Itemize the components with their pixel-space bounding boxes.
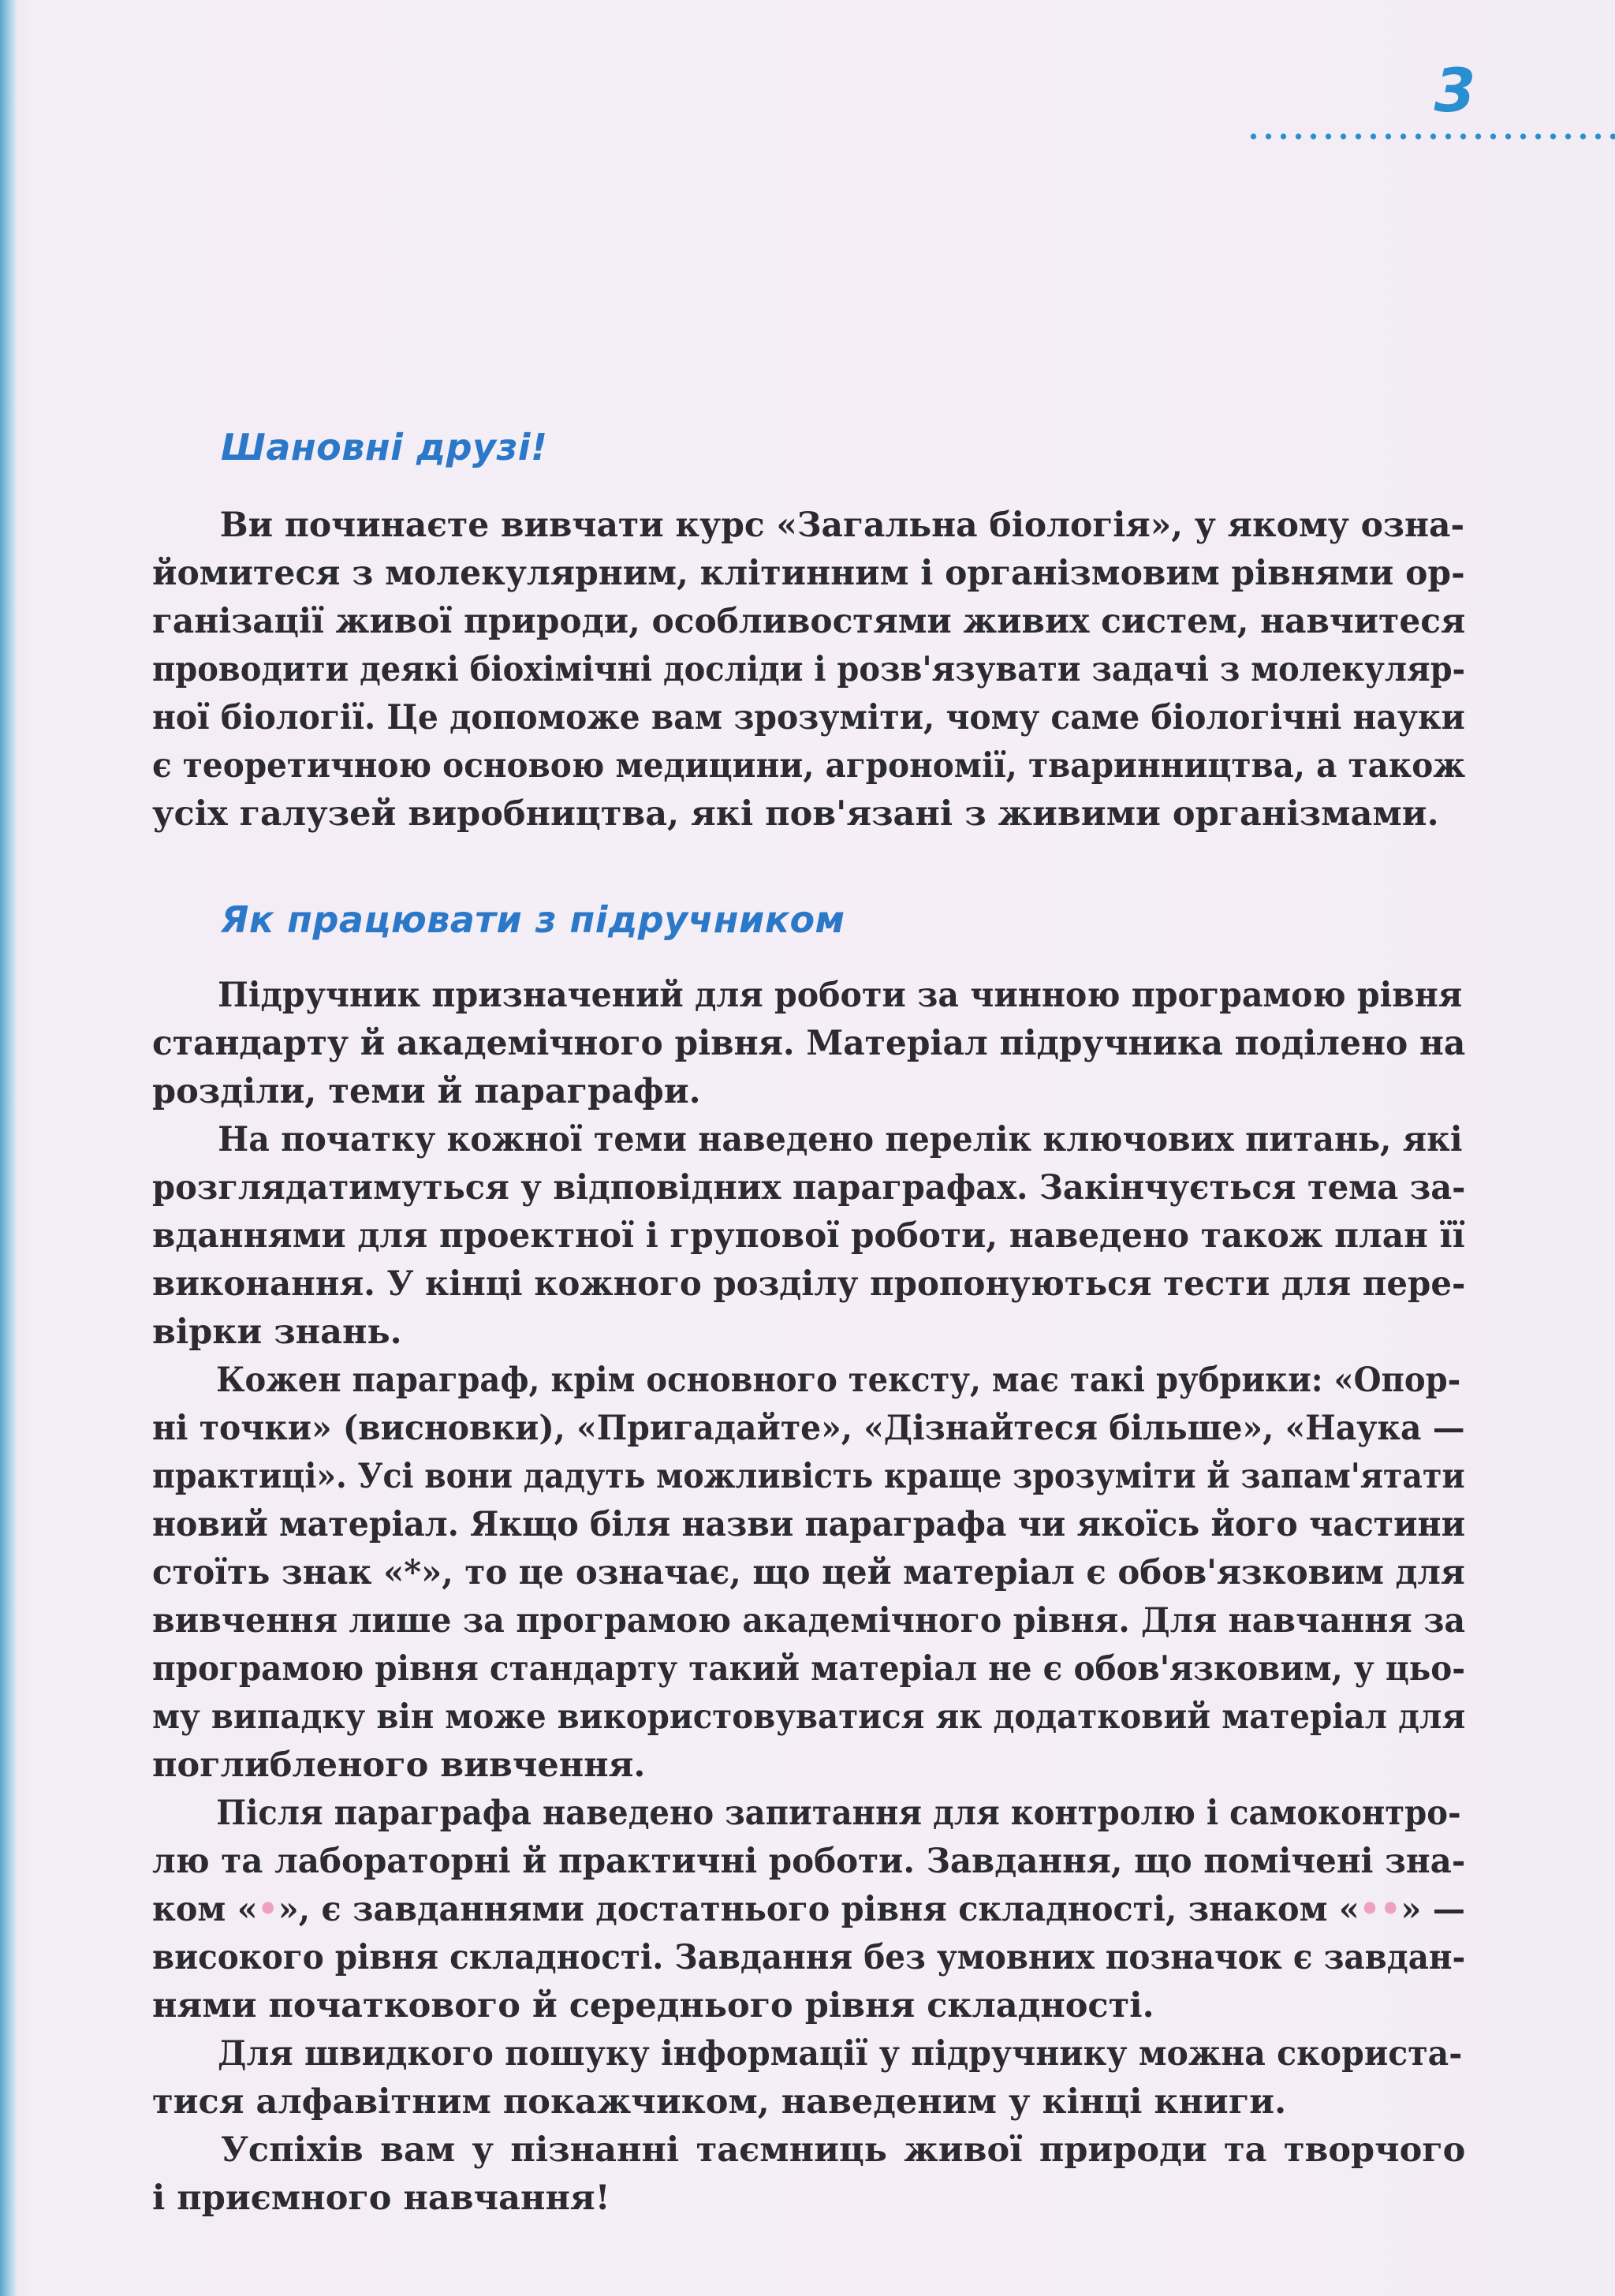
text-line: розділи, теми й параграфи. (152, 1072, 701, 1111)
text-line: Для швидкого пошуку інформації у підручнику можна скориста- (218, 2034, 1463, 2074)
difficulty-marker: • (257, 1890, 278, 1929)
section-heading-greeting: Шановні друзі! (221, 426, 548, 469)
text-line: йомитеся з молекулярним, клітинним і організмовим рівнями ор- (152, 554, 1465, 593)
text-line: програмою рівня стандарту такий матеріал не є обов'язковим, у цьо- (152, 1649, 1466, 1689)
text-line-with-markers: ком «•», є завданнями достатнього рівня складності, знаком «••» — (152, 1890, 1466, 1929)
text-line: На початку кожної теми наведено перелік ключових питань, які (218, 1120, 1463, 1159)
text-line: ганізації живої природи, особливостями живих систем, навчитеся (152, 602, 1466, 641)
text-line: і приємного навчання! (152, 2178, 610, 2218)
text-line: стоїть знак «*», то це означає, що цей матеріал є обов'язковим для (152, 1553, 1465, 1592)
section-body-greeting (152, 502, 1465, 838)
text-line: Після параграфа наведено запитання для контролю і самоконтро- (216, 1794, 1461, 1833)
dotted-header-rule (1246, 133, 1615, 140)
difficulty-marker: • (1380, 1890, 1401, 1929)
section-heading-how-to-use: Як працювати з підручником (221, 898, 845, 941)
text-line: Успіхів вам у пізнанні таємниць живої природи та творчого (221, 2130, 1466, 2170)
text-line: вивчення лише за програмою академічного рівня. Для навчання за (152, 1601, 1466, 1641)
text-line: є теоретичною основою медицини, агрономії, тваринництва, а також (152, 746, 1466, 786)
text-line: усіх галузей виробництва, які пов'язані з живими організмами. (152, 794, 1439, 834)
text-line: новий матеріал. Якщо біля назви параграфа чи якоїсь його частини (152, 1505, 1466, 1544)
text-line: тися алфавітним покажчиком, наведеним у кінці книги. (152, 2082, 1287, 2122)
text-line: Кожен параграф, крім основного тексту, має такі рубрики: «Опор- (216, 1361, 1461, 1400)
text-line: розглядатимуться у відповідних параграфах. Закінчується тема за- (152, 1168, 1466, 1208)
text-line: вданнями для проектної і групової роботи, наведено також план її (152, 1216, 1465, 1256)
text-line: му випадку він може використовуватися як додатковий матеріал для (152, 1697, 1466, 1737)
text-line: Ви починаєте вивчати курс «Загальна біологія», у якому озна- (219, 506, 1465, 545)
text-line: проводити деякі біохімічні досліди і розв'язувати задачі з молекуляр- (152, 650, 1466, 689)
text-line: поглибленого вивчення. (152, 1745, 646, 1785)
text-line: вірки знань. (152, 1312, 402, 1352)
text-line: ні точки» (висновки), «Пригадайте», «Дізнайтеся більше», «Наука — (152, 1409, 1465, 1448)
text-line: високого рівня складності. Завдання без умовних позначок є завдан- (152, 1938, 1466, 1977)
section-body-how-to-use (152, 972, 1465, 2223)
text-line: нями початкового й середнього рівня складності. (152, 1986, 1154, 2025)
text-line: практиці». Усі вони дадуть можливість краще зрозуміти й запам'ятати (152, 1457, 1465, 1496)
book-spine-edge (0, 0, 17, 2296)
text-line: виконання. У кінці кожного розділу пропонуються тести для пере- (152, 1264, 1466, 1304)
text-line: Підручник призначений для роботи за чинною програмою рівня (218, 976, 1463, 1015)
text-line: ної біології. Це допоможе вам зрозуміти, чому саме біологічні науки (152, 698, 1465, 737)
text-line: стандарту й академічного рівня. Матеріал підручника поділено на (152, 1024, 1466, 1063)
difficulty-marker: • (1359, 1890, 1381, 1929)
page-number: 3 (1434, 55, 1476, 125)
text-line: лю та лабораторні й практичні роботи. Завдання, що помічені зна- (152, 1842, 1466, 1881)
